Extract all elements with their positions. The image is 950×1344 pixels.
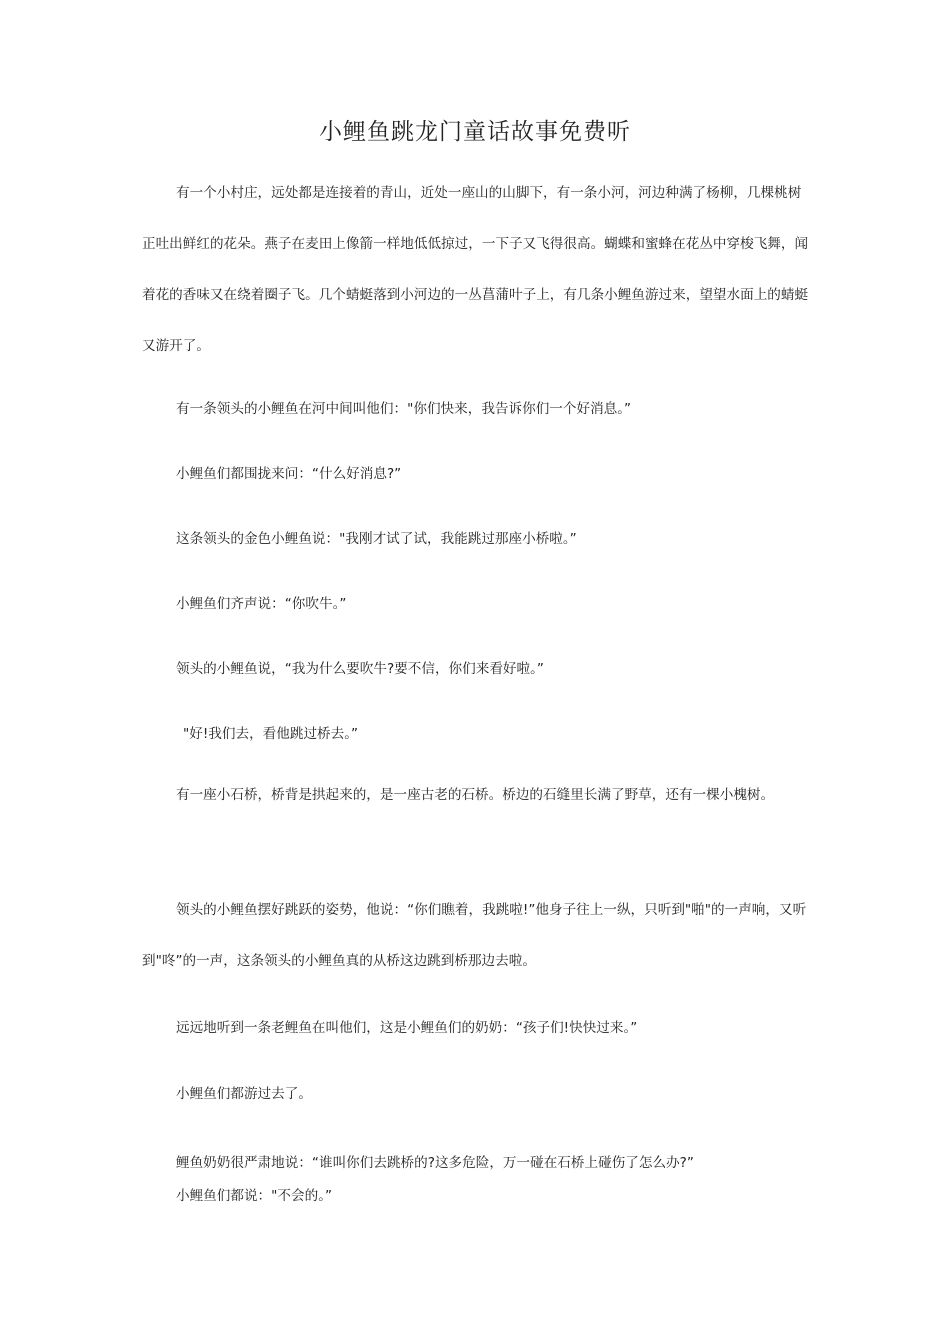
document-title: 小鲤鱼跳龙门童话故事免费听 <box>319 119 631 145</box>
paragraph-9 <box>142 885 814 987</box>
paragraph-3: 小鲤鱼们都围拢来问：“什么好消息?” <box>176 466 402 482</box>
paragraph-2: 有一条领头的小鲤鱼在河中间叫他们："你们快来，我告诉你们一个好消息。” <box>176 401 632 417</box>
paragraph-12: 鲤鱼奶奶很严肃地说：“谁叫你们去跳桥的?这多危险，万一碰在石桥上碰伤了怎么办?” <box>176 1155 694 1171</box>
paragraph-7: "好!我们去，看他跳过桥去。” <box>183 726 359 742</box>
paragraph-5: 小鲤鱼们齐声说：“你吹牛。” <box>176 596 347 612</box>
paragraph-text: 有一个小村庄，远处都是连接着的青山，近处一座山的山脚下，有一条小河，河边种满了杨柳，几棵桃树正吐出鲜红的花朵。燕子在麦田上像箭一样地低低掠过，一下子又飞得很高。蝴蝶和蜜蜂在花丛中穿梭飞舞，闻着花的香味又在绕着圈子飞。几个蜻蜓落到小河边的一丛菖蒲叶子上，有几条小鲤鱼游过来，望望水面上的蜻蜓又游开了。 <box>142 185 809 354</box>
paragraph-4: 这条领头的金色小鲤鱼说："我刚才试了试，我能跳过那座小桥啦。” <box>176 531 577 547</box>
paragraph-11: 小鲤鱼们都游过去了。 <box>176 1086 312 1102</box>
paragraph-text: 有一座小石桥，桥背是拱起来的，是一座古老的石桥。桥边的石缝里长满了野草，还有一棵小槐树。 <box>176 787 775 803</box>
paragraph-8 <box>142 770 814 821</box>
paragraph-10: 远远地听到一条老鲤鱼在叫他们，这是小鲤鱼们的奶奶：“孩子们!快快过来。” <box>176 1020 638 1036</box>
paragraph-13: 小鲤鱼们都说："不会的。” <box>176 1188 333 1204</box>
paragraph-text: 领头的小鲤鱼摆好跳跃的姿势，他说：“你们瞧着，我跳啦!”他身子往上一纵，只听到"啪"的一声响，又听到"咚”的一声，这条领头的小鲤鱼真的从桥这边跳到桥那边去啦。 <box>142 902 807 969</box>
paragraph-1 <box>142 168 814 372</box>
paragraph-6: 领头的小鲤鱼说，“我为什么要吹牛?要不信，你们来看好啦。” <box>176 661 544 677</box>
